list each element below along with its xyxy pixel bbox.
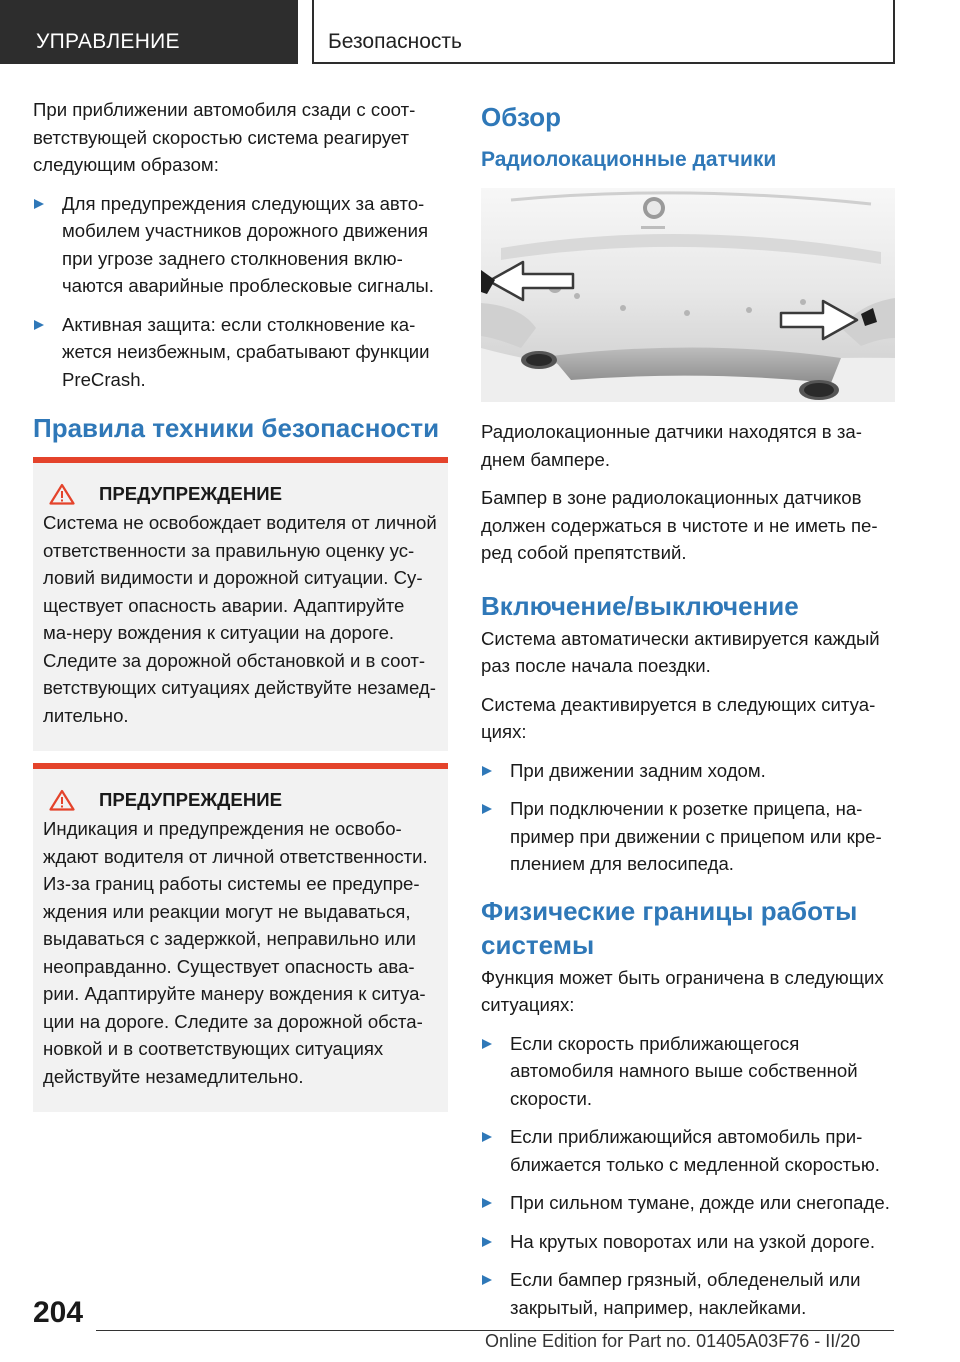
bullet-triangle-icon: [482, 1039, 492, 1049]
bullet-triangle-icon: [482, 766, 492, 776]
list-item: Активная защита: если столкновение ка-жется неизбежным, срабатывают функции PreCrash.: [33, 311, 448, 394]
right-column: [481, 96, 895, 1332]
list-item: Если скорость приближающегося автомобиля намного выше собственной скорости.: [481, 1030, 895, 1113]
section-tab: УПРАВЛЕНИЕ: [0, 0, 298, 64]
warning-text: Индикация и предупреждения не освобо-ждают водителя от личной ответственности. Из-за границ работы системы ее предупре-ждения или реакции могут не выдаваться, выдаваться с задержкой, неправильно или неоправданно. Существует опасность ава-рии. Адаптируйте манеру вождения к ситуа-ции на дороге. Следите за дорожной обста-новкой и в соответствующих ситуациях действуйте незамедлительно.: [43, 818, 428, 1087]
deactivation-list: [481, 757, 895, 878]
sensors-clean-text: Бампер в зоне радиолокационных датчиков должен содержаться в чистоте и не иметь пе-ред собой препятствий.: [481, 487, 878, 563]
overview-heading: Обзор: [481, 102, 561, 132]
safety-heading: Правила техники безопасности: [33, 413, 440, 443]
car-rear-image: [481, 188, 895, 402]
warning-text: Система не освобождает водителя от личной ответственности за правильную оценку ус-ловий видимости и дорожной ситуации. Су-ществует опасность аварии. Адаптируйте ма-неру вождения к ситуации на дороге. Следите за дорожной обстановкой и в соот-ветствующих ситуациях действуйте незамед-лительно.: [43, 512, 437, 726]
onoff-heading: Включение/выключение: [481, 590, 799, 621]
list-item: Если бампер грязный, обледенелый или закрытый, например, наклейками.: [481, 1266, 895, 1321]
onoff-deactivation-text: Система деактивируется в следующих ситуа-циях:: [481, 693, 876, 742]
list-item: Для предупреждения следующих за авто-мобилем участников дорожного движения при угрозе заднего столкновения вклю-чаются аварийные проблесковые сигналы.: [33, 190, 448, 300]
chapter-title: Безопасность: [312, 0, 895, 64]
edition-footer: Online Edition for Part no. 01405A03F76 - II/20: [485, 1331, 861, 1351]
list-item: При подключении к розетке прицепа, на-пример при движении с прицепом или кре-плением для велосипеда.: [481, 795, 895, 878]
sensors-location-text: Радиолокационные датчики находятся в за-днем бампере.: [481, 421, 862, 470]
list-item: При сильном тумане, дожде или снегопаде.: [481, 1189, 895, 1217]
list-item: Если приближающийся автомобиль при-ближается только с медленной скоростью.: [481, 1123, 895, 1178]
warning-triangle-icon: [49, 483, 75, 505]
bullet-triangle-icon: [482, 1132, 492, 1142]
bullet-triangle-icon: [482, 1275, 492, 1285]
bullet-triangle-icon: [34, 199, 44, 209]
bullet-triangle-icon: [482, 804, 492, 814]
limits-list: [481, 1030, 895, 1322]
warning-title: ПРЕДУПРЕЖДЕНИЕ: [99, 483, 283, 504]
rear-bumper-illustration: [481, 188, 895, 402]
warning-box: [33, 763, 448, 1112]
onoff-activation-text: Система автоматически активируется каждый раз после начала поездки.: [481, 627, 880, 676]
page-number: 204: [33, 1296, 84, 1329]
intro-paragraph: При приближении автомобиля сзади с соот-ветствующей скоростью система реагирует следующим образом:: [33, 99, 416, 175]
list-item: На крутых поворотах или на узкой дороге.: [481, 1228, 895, 1256]
warning-box: [33, 457, 448, 751]
warning-title: ПРЕДУПРЕЖДЕНИЕ: [99, 789, 283, 810]
left-column: [33, 96, 448, 1124]
limits-heading: Физические границы работы системы: [481, 895, 858, 960]
bullet-triangle-icon: [34, 320, 44, 330]
sensors-heading: Радиолокационные датчики: [481, 148, 777, 171]
reaction-list: [33, 190, 448, 394]
warning-triangle-icon: [49, 789, 75, 811]
bullet-triangle-icon: [482, 1237, 492, 1247]
limits-text: Функция может быть ограничена в следующих ситуациях:: [481, 966, 884, 1015]
bullet-triangle-icon: [482, 1198, 492, 1208]
list-item: При движении задним ходом.: [481, 757, 895, 785]
